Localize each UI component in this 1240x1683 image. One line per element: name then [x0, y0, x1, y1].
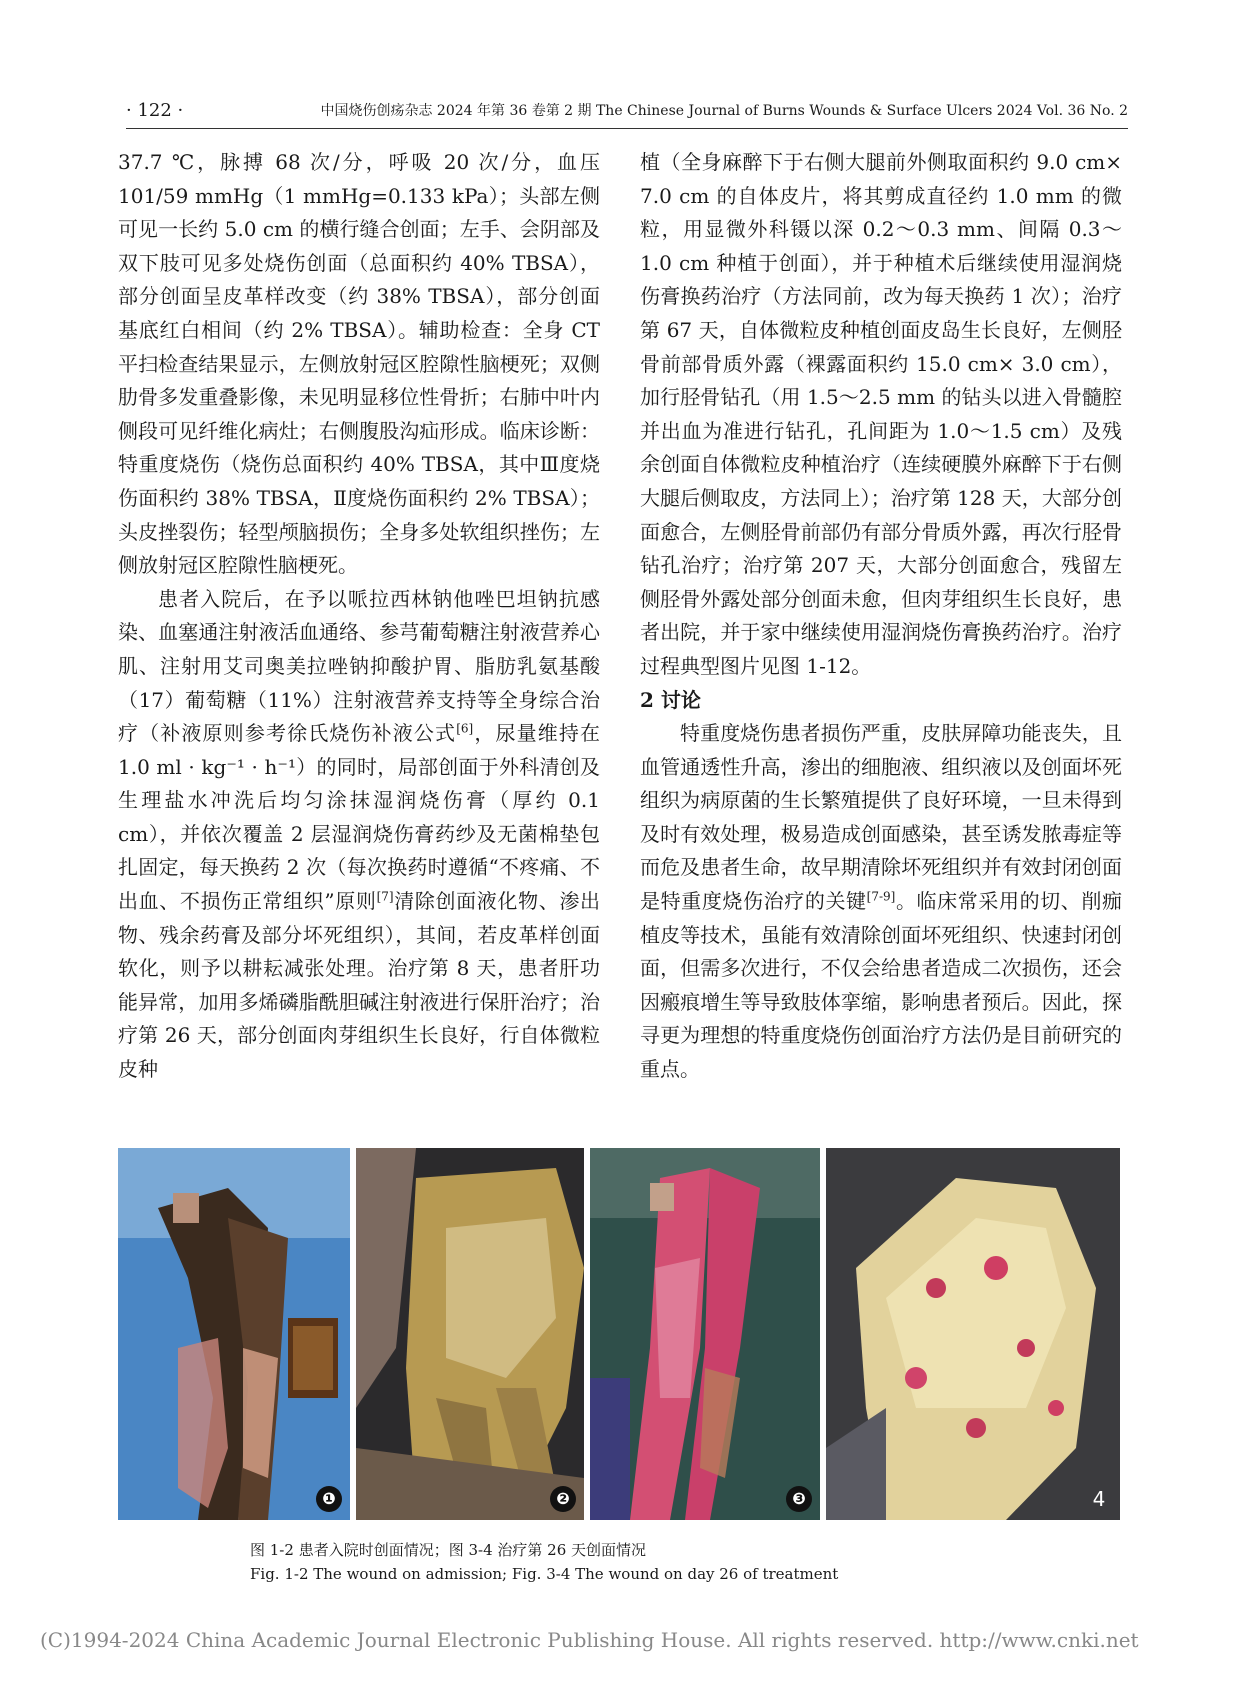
copyright-footer: (C)1994-2024 China Academic Journal Electronic Publishing House. All rights reserved. http://www.cnki.net [40, 1628, 1139, 1652]
text-run: 患者入院后，在予以哌拉西林钠他唑巴坦钠抗感染、血塞通注射液活血通络、参芎葡萄糖注射液营养心肌、注射用艾司奥美拉唑钠抑酸护胃、脂肪乳氨基酸（17）葡萄糖（11%）注射液营养支持等全身综合治疗（补液原则参考徐氏烧伤补液公式 [118, 586, 600, 746]
page-number: · 122 · [126, 100, 184, 121]
caption-chinese: 图 1-2 患者入院时创面情况；图 3-4 治疗第 26 天创面情况 [250, 1541, 647, 1559]
hand-graft-image [826, 1148, 1120, 1520]
figure-panel-row [118, 1148, 1120, 1520]
figure-4-photo [826, 1148, 1120, 1520]
journal-running-head: 中国烧伤创疡杂志 2024 年第 36 卷第 2 期 The Chinese Journal of Burns Wounds & Surface Ulcers 2024 Vol. 36 No. 2 [320, 103, 1128, 119]
text-run: ，尿量维持在 1.0 ml · kg⁻¹ · h⁻¹）的同时，局部创面于外科清创及生理盐水冲洗后均匀涂抹湿润烧伤膏（厚约 0.1 cm），并依次覆盖 2 层湿润烧伤膏药纱及无菌棉垫包扎固定，每天换药 2 次（每次换药时遵循“不疼痛、不出血、不损伤正常组织”原则 [118, 721, 601, 914]
right-column [640, 146, 1122, 1087]
citation-6: [6] [456, 721, 474, 736]
hand-wound-image [356, 1148, 584, 1520]
case-paragraph-1: 37.7 ℃，脉搏 68 次/分，呼吸 20 次/分，血压 101/59 mmHg（1 mmHg=0.133 kPa）；头部左侧可见一长约 5.0 cm 的横行缝合创面；左手、会阴部及双下肢可见多处烧伤创面（总面积约 40% TBSA），部分创面呈皮革样改变（约 38% TBSA），部分创面基底红白相间（约 2% TBSA）。辅助检查：全身 CT 平扫检查结果显示，左侧放射冠区腔隙性脑梗死；双侧肋骨多发重叠影像，未见明显移位性骨折；右肺中叶内侧段可见纤维化病灶；右侧腹股沟疝形成。临床诊断：特重度烧伤（烧伤总面积约 40% TBSA，其中Ⅲ度烧伤面积约 38% TBSA，Ⅱ度烧伤面积约 2% TBSA）；头皮挫裂伤；轻型颅脑损伤；全身多处软组织挫伤；左侧放射冠区腔隙性脑梗死。 [118, 150, 600, 578]
legs-wound-image [118, 1148, 350, 1520]
citation-7-9: [7-9] [866, 889, 896, 904]
text-run: 清除创面液化物、渗出物、残余药膏及部分坏死组织），其间，若皮革样创面软化，则予以耕耘减张处理。治疗第 8 天，患者肝功能异常，加用多烯磷脂酰胆碱注射液进行保肝治疗；治疗第 26 天，部分创面肉芽组织生长良好，行自体微粒皮种 [118, 889, 600, 1082]
discussion-paragraph [640, 717, 1122, 1087]
figure-1-photo [118, 1148, 350, 1520]
text-run: 特重度烧伤患者损伤严重，皮肤屏障功能丧失，且血管通透性升高，渗出的细胞液、组织液以及创面坏死组织为病原菌的生长繁殖提供了良好环境，一旦未得到及时有效处理，极易造成创面感染，甚至诱发脓毒症等而危及患者生命，故早期清除坏死组织并有效封闭创面是特重度烧伤治疗的关键 [640, 721, 1122, 914]
figure-2-photo [356, 1148, 584, 1520]
case-paragraph-2 [118, 583, 600, 1087]
text-run: 。临床常采用的切、削痂植皮等技术，虽能有效清除创面坏死组织、快速封闭创面，但需多次进行，不仅会给患者造成二次损伤，还会因瘢痕增生等导致肢体挛缩，影响患者预后。因此，探寻更为理想的特重度烧伤创面治疗方法仍是目前研究的重点。 [640, 889, 1122, 1082]
caption-english: Fig. 1-2 The wound on admission; Fig. 3-4 The wound on day 26 of treatment [250, 1565, 839, 1583]
figure-label-3: ❸ [786, 1486, 812, 1512]
figure-3-photo [590, 1148, 820, 1520]
figure-label-4: 4 [1092, 1487, 1106, 1511]
figure-caption [250, 1538, 838, 1586]
left-column [118, 146, 600, 1087]
citation-7: [7] [376, 889, 394, 904]
figure-label-2: ❷ [550, 1486, 576, 1512]
section-heading-discussion: 2 讨论 [640, 687, 701, 712]
case-paragraph-3: 植（全身麻醉下于右侧大腿前外侧取面积约 9.0 cm× 7.0 cm 的自体皮片，将其剪成直径约 1.0 mm 的微粒，用显微外科镊以深 0.2～0.3 mm、间隔 0.3～1.0 cm 种植于创面），并于种植术后继续使用湿润烧伤膏换药治疗（方法同前，改为每天换药 1 次）；治疗第 67 天，自体微粒皮种植创面皮岛生长良好，左侧胫骨前部骨质外露（裸露面积约 15.0 cm× 3.0 cm），加行胫骨钻孔（用 1.5～2.5 mm 的钻头以进入骨髓腔并出血为准进行钻孔，孔间距为 1.0～1.5 cm）及残余创面自体微粒皮种植治疗（连续硬膜外麻醉下于右侧大腿后侧取皮，方法同上）；治疗第 128 天，大部分创面愈合，左侧胫骨前部仍有部分骨质外露，再次行胫骨钻孔治疗；治疗第 207 天，大部分创面愈合，残留左侧胫骨外露处部分创面未愈，但肉芽组织生长良好，患者出院，并于家中继续使用湿润烧伤膏换药治疗。治疗过程典型图片见图 1-12。 [640, 150, 1122, 678]
figure-label-1: ❶ [316, 1486, 342, 1512]
leg-graft-image [590, 1148, 820, 1520]
running-header [126, 100, 1128, 129]
